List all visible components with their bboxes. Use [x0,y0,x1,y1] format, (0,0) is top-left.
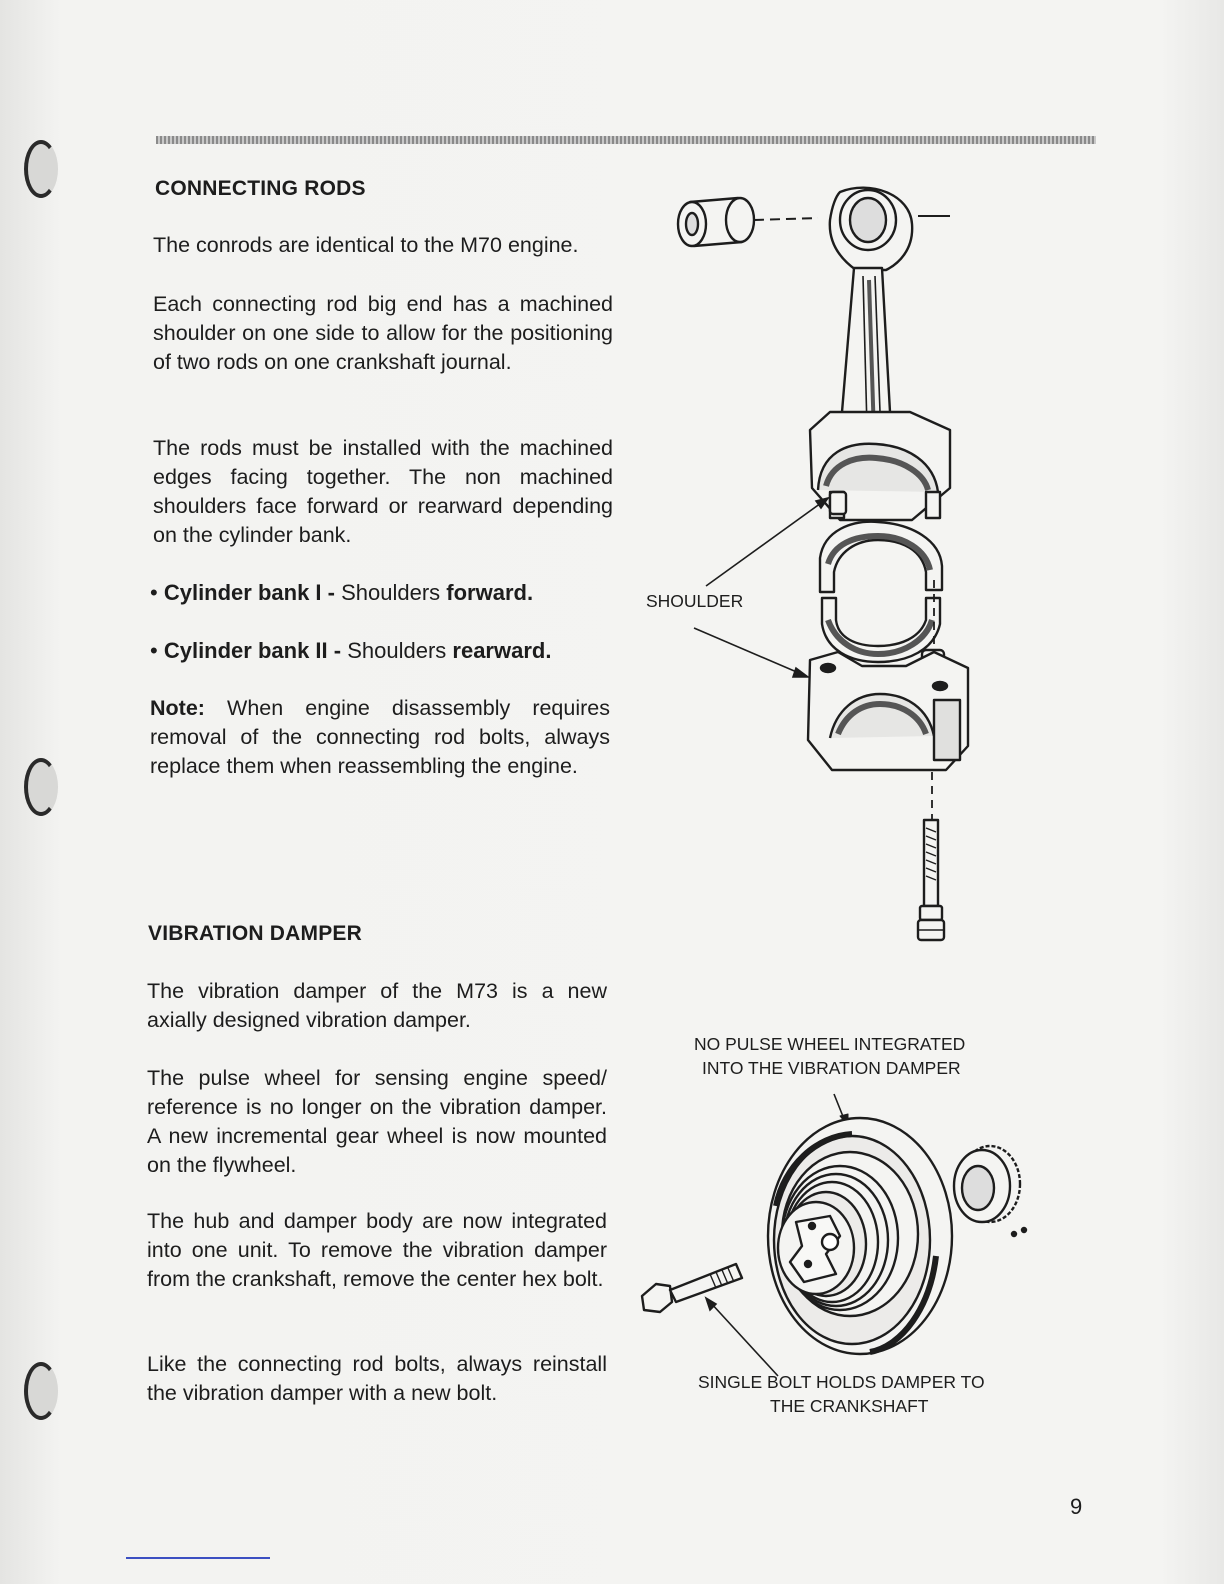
connecting-rods-heading: CONNECTING RODS [155,177,366,200]
bullet-2-label: Cylinder bank II - [163,638,342,663]
incremental-gear-wheel [954,1146,1026,1236]
bullet-1-text: Shoulders [334,580,447,605]
vibration-damper-para-1: The vibration damper of the M73 is a new axially designed vibration damper. [147,979,607,1032]
damper-caption-bottom-line-2: THE CRANKSHAFT [770,1396,929,1416]
connecting-rods-intro: The conrods are identical to the M70 engine. [153,233,579,257]
vibration-damper-heading: VIBRATION DAMPER [148,922,362,945]
page-number: 9 [1070,1494,1083,1519]
damper-caption-top-line-2: INTO THE VIBRATION DAMPER [702,1058,961,1078]
damper-hub [778,1202,854,1294]
connecting-rods-para-2: The rods must be installed with the machined edges facing together. The non machined shoulders face forward or rearward depending on the cylinder bank. [153,436,613,547]
conrod-small-end [830,188,912,270]
vibration-damper-diagram [630,1086,1060,1386]
note-label: Note: [150,696,205,720]
conrod-dowel-upper [830,492,846,514]
vibration-damper-para-3: The hub and damper body are now integrated into one unit. To remove the vibration damper from the crankshaft, remove the center hex bolt. [147,1209,607,1291]
connecting-rods-para-1: Each connecting rod big end has a machined shoulder on one side to allow for the positioning of two rods on one crankshaft journal. [153,292,613,374]
binder-hole-middle [24,758,58,816]
binder-hole-top [24,140,58,198]
binder-hole-bottom [24,1362,58,1420]
bullet-dot: • [150,580,164,605]
bullet-cylinder-bank-1 [150,578,533,607]
damper-caption-top-line-1: NO PULSE WHEEL INTEGRATED [694,1034,966,1054]
bullet-cylinder-bank-2 [150,636,551,665]
bullet-2-text: Shoulders [341,638,453,663]
vibration-damper-para-2: The pulse wheel for sensing engine speed/ reference is no longer on the vibration damper. A new incremental gear wheel is now mounted on the flywheel. [147,1066,607,1177]
wrist-pin-bushing [678,198,754,246]
connecting-rod-diagram [650,180,990,970]
damper-caption-bottom-line-1: SINGLE BOLT HOLDS DAMPER TO [698,1372,985,1392]
header-rule [156,136,1096,144]
bullet-1-emphasis: forward. [446,580,534,605]
conrod-bolt [918,820,944,940]
bullet-2-emphasis: rearward. [452,638,552,663]
note-text: When engine disassembly requires removal of the connecting rod bolts, always replace them when reassembling the engine. [150,696,610,778]
bullet-1-label: Cylinder bank I - [163,580,335,605]
vibration-damper-para-4: Like the connecting rod bolts, always reinstall the vibration damper with a new bolt. [147,1352,607,1405]
damper-center-bolt [642,1264,742,1312]
bottom-blue-mark [126,1557,270,1559]
conrod-cap [808,652,968,770]
shoulder-label: SHOULDER [646,591,744,611]
bullet-dot: • [150,638,164,663]
note-paragraph [150,694,610,781]
bearing-shell-upper [820,522,942,592]
